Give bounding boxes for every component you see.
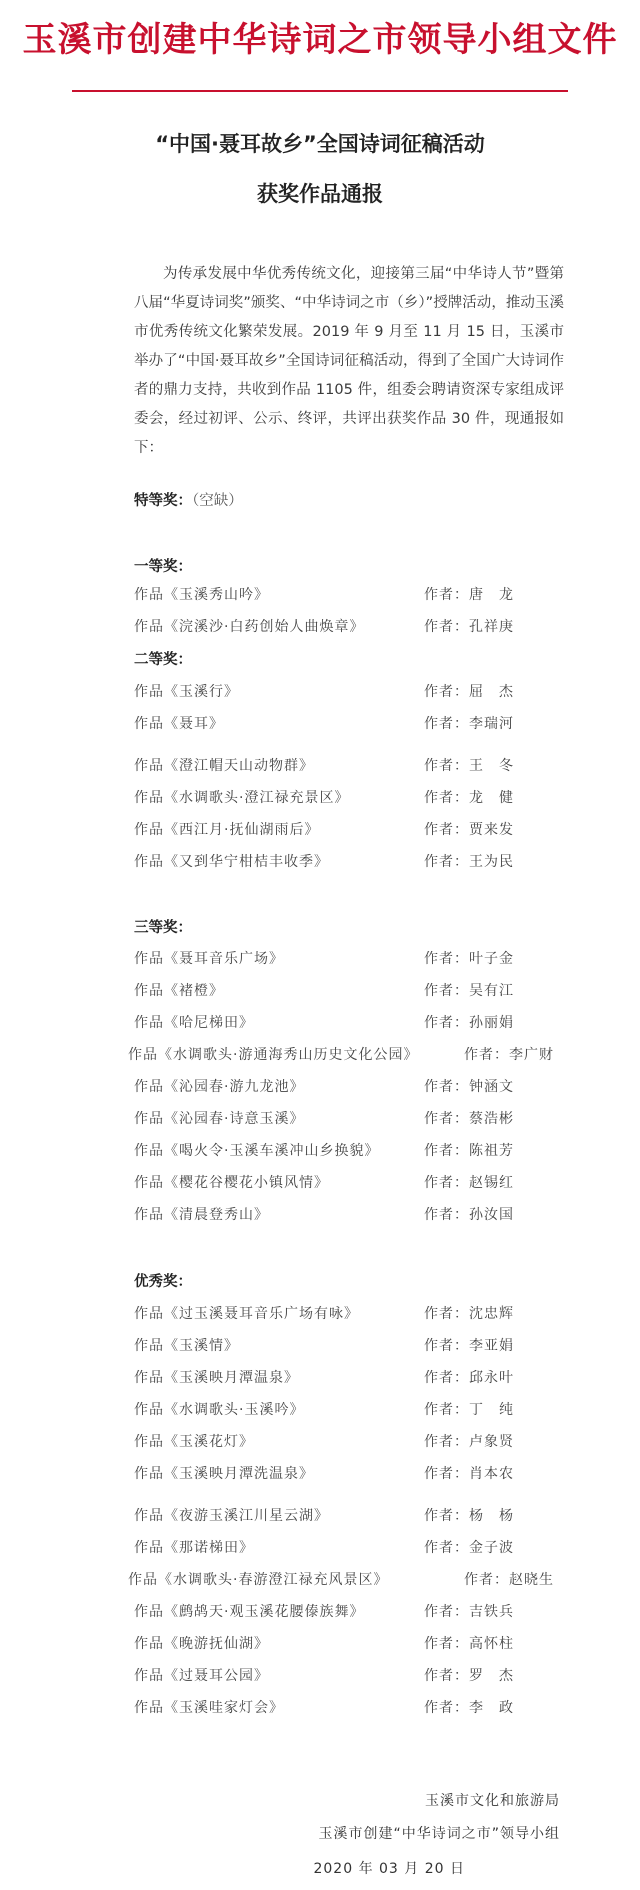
award-author: 作者：吉铁兵 [424, 1604, 514, 1620]
award-author: 作者：邱永叶 [424, 1370, 514, 1386]
award-work: 作品《喝火令·玉溪车溪冲山乡换貌》 [134, 1143, 380, 1159]
award-work: 作品《澄江帽天山动物群》 [134, 758, 314, 774]
award-row [134, 787, 554, 811]
award-author: 作者：卢象贤 [424, 1434, 514, 1450]
award-work: 作品《玉溪行》 [134, 684, 239, 700]
award-row [134, 713, 554, 737]
first-prize-label: 一等奖： [134, 559, 192, 575]
award-author: 作者：赵晓生 [464, 1572, 554, 1588]
award-work: 作品《聂耳音乐广场》 [134, 951, 284, 967]
award-row [134, 1204, 554, 1228]
award-row [134, 1505, 554, 1529]
award-work: 作品《浣溪沙·白药创始人曲焕章》 [134, 619, 365, 635]
award-author: 作者：李广财 [464, 1047, 554, 1063]
award-author: 作者：唐 龙 [424, 587, 514, 603]
award-author: 作者：王为民 [424, 854, 514, 870]
award-row [134, 755, 554, 779]
award-row [134, 584, 554, 608]
title-line-2: 获奖作品通报 [257, 182, 383, 206]
award-work: 作品《夜游玉溪江川星云湖》 [134, 1508, 329, 1524]
award-author: 作者：王 冬 [424, 758, 514, 774]
special-prize-label: 特等奖： [134, 493, 192, 509]
award-row [134, 1665, 554, 1689]
award-row [134, 1601, 554, 1625]
award-author: 作者：金子波 [424, 1540, 514, 1556]
award-author: 作者：屈 杰 [424, 684, 514, 700]
award-author: 作者：龙 健 [424, 790, 514, 806]
second-prize-label: 二等奖： [134, 652, 192, 668]
award-work: 作品《清晨登秀山》 [134, 1207, 269, 1223]
award-row [134, 1431, 554, 1455]
award-author: 作者：李亚娟 [424, 1338, 514, 1354]
award-author: 作者：陈祖芳 [424, 1143, 514, 1159]
title-line-1: “中国·聂耳故乡”全国诗词征稿活动 [155, 132, 485, 156]
award-row [134, 851, 554, 875]
award-row [134, 1335, 554, 1359]
award-work: 作品《又到华宁柑桔丰收季》 [134, 854, 329, 870]
award-author: 作者：丁 纯 [424, 1402, 514, 1418]
award-row [134, 616, 554, 640]
award-work: 作品《聂耳》 [134, 716, 224, 732]
special-prize [134, 489, 243, 510]
award-row [134, 1697, 554, 1721]
award-row [134, 1012, 554, 1036]
award-work: 作品《过聂耳公园》 [134, 1668, 269, 1684]
award-row [134, 1633, 554, 1657]
award-row [134, 1463, 554, 1487]
award-row [134, 1140, 554, 1164]
award-author: 作者：高怀柱 [424, 1636, 514, 1652]
award-row [134, 819, 554, 843]
award-author: 作者：孔祥庚 [424, 619, 514, 635]
award-work: 作品《水调歌头·玉溪吟》 [134, 1402, 305, 1418]
award-author: 作者：吴有江 [424, 983, 514, 999]
award-work: 作品《玉溪映月潭温泉》 [134, 1370, 299, 1386]
award-work: 作品《玉溪映月潭洗温泉》 [134, 1466, 314, 1482]
award-author: 作者：钟涵文 [424, 1079, 514, 1095]
award-row [134, 980, 554, 1004]
award-author: 作者：李 政 [424, 1700, 514, 1716]
footer-org-2: 玉溪市创建“中华诗词之市”领导小组 [318, 1826, 560, 1842]
third-prize-label: 三等奖： [134, 920, 192, 936]
excellent-prize-label: 优秀奖： [134, 1274, 192, 1290]
award-work: 作品《那诺梯田》 [134, 1540, 254, 1556]
award-author: 作者：罗 杰 [424, 1668, 514, 1684]
award-author: 作者：蔡浩彬 [424, 1111, 514, 1127]
award-author: 作者：孙汝国 [424, 1207, 514, 1223]
special-prize-value: （空缺） [192, 493, 243, 509]
award-author: 作者：叶子金 [424, 951, 514, 967]
award-row [128, 1569, 554, 1593]
award-row [134, 1108, 554, 1132]
award-row [134, 948, 554, 972]
award-work: 作品《沁园春·诗意玉溪》 [134, 1111, 305, 1127]
award-work: 作品《水调歌头·春游澄江禄充风景区》 [128, 1572, 389, 1588]
award-author: 作者：杨 杨 [424, 1508, 514, 1524]
award-work: 作品《西江月·抚仙湖雨后》 [134, 822, 320, 838]
award-author: 作者：李瑞河 [424, 716, 514, 732]
award-row [134, 1399, 554, 1423]
award-row [134, 1172, 554, 1196]
award-work: 作品《鹧鸪天·观玉溪花腰傣族舞》 [134, 1604, 365, 1620]
award-work: 作品《玉溪情》 [134, 1338, 239, 1354]
footer-date: 2020 年 03 月 20 日 [313, 1861, 465, 1877]
award-author: 作者：孙丽娟 [424, 1015, 514, 1031]
award-row [134, 1076, 554, 1100]
award-work: 作品《哈尼梯田》 [134, 1015, 254, 1031]
award-row [134, 1303, 554, 1327]
award-row [134, 1367, 554, 1391]
award-work: 作品《过玉溪聂耳音乐广场有咏》 [134, 1306, 359, 1322]
award-author: 作者：肖本农 [424, 1466, 514, 1482]
award-row [128, 1044, 554, 1068]
header-divider [72, 90, 568, 92]
footer-org-1: 玉溪市文化和旅游局 [425, 1793, 560, 1809]
award-work: 作品《晚游抚仙湖》 [134, 1636, 269, 1652]
intro-paragraph: 为传承发展中华优秀传统文化，迎接第三届“中华诗人节”暨第八届“华夏诗词奖”颁奖、“中华诗词之市（乡）”授牌活动，推动玉溪市优秀传统文化繁荣发展。2019 年 9 月至 11 月 15 日，玉溪市举办了“中国·聂耳故乡”全国诗词征稿活动，得到了全国广大诗词作者的鼎力支持，共收到作品 1105 件，组委会聘请资深专家组成评委会，经过初评、公示、终评，共评出获奖作品 30 件，现通报如下： [134, 266, 564, 456]
document-header: 玉溪市创建中华诗词之市领导小组文件 [22, 20, 618, 60]
award-author: 作者：沈忠辉 [424, 1306, 514, 1322]
award-work: 作品《樱花谷樱花小镇风情》 [134, 1175, 329, 1191]
award-work: 作品《水调歌头·澄江禄充景区》 [134, 790, 350, 806]
award-author: 作者：赵锡红 [424, 1175, 514, 1191]
award-work: 作品《沁园春·游九龙池》 [134, 1079, 305, 1095]
award-row [134, 1537, 554, 1561]
award-author: 作者：贾来发 [424, 822, 514, 838]
award-work: 作品《褚橙》 [134, 983, 224, 999]
award-work: 作品《玉溪花灯》 [134, 1434, 254, 1450]
award-work: 作品《玉溪哇家灯会》 [134, 1700, 284, 1716]
award-work: 作品《水调歌头·游通海秀山历史文化公园》 [128, 1047, 419, 1063]
award-row [134, 681, 554, 705]
award-work: 作品《玉溪秀山吟》 [134, 587, 269, 603]
